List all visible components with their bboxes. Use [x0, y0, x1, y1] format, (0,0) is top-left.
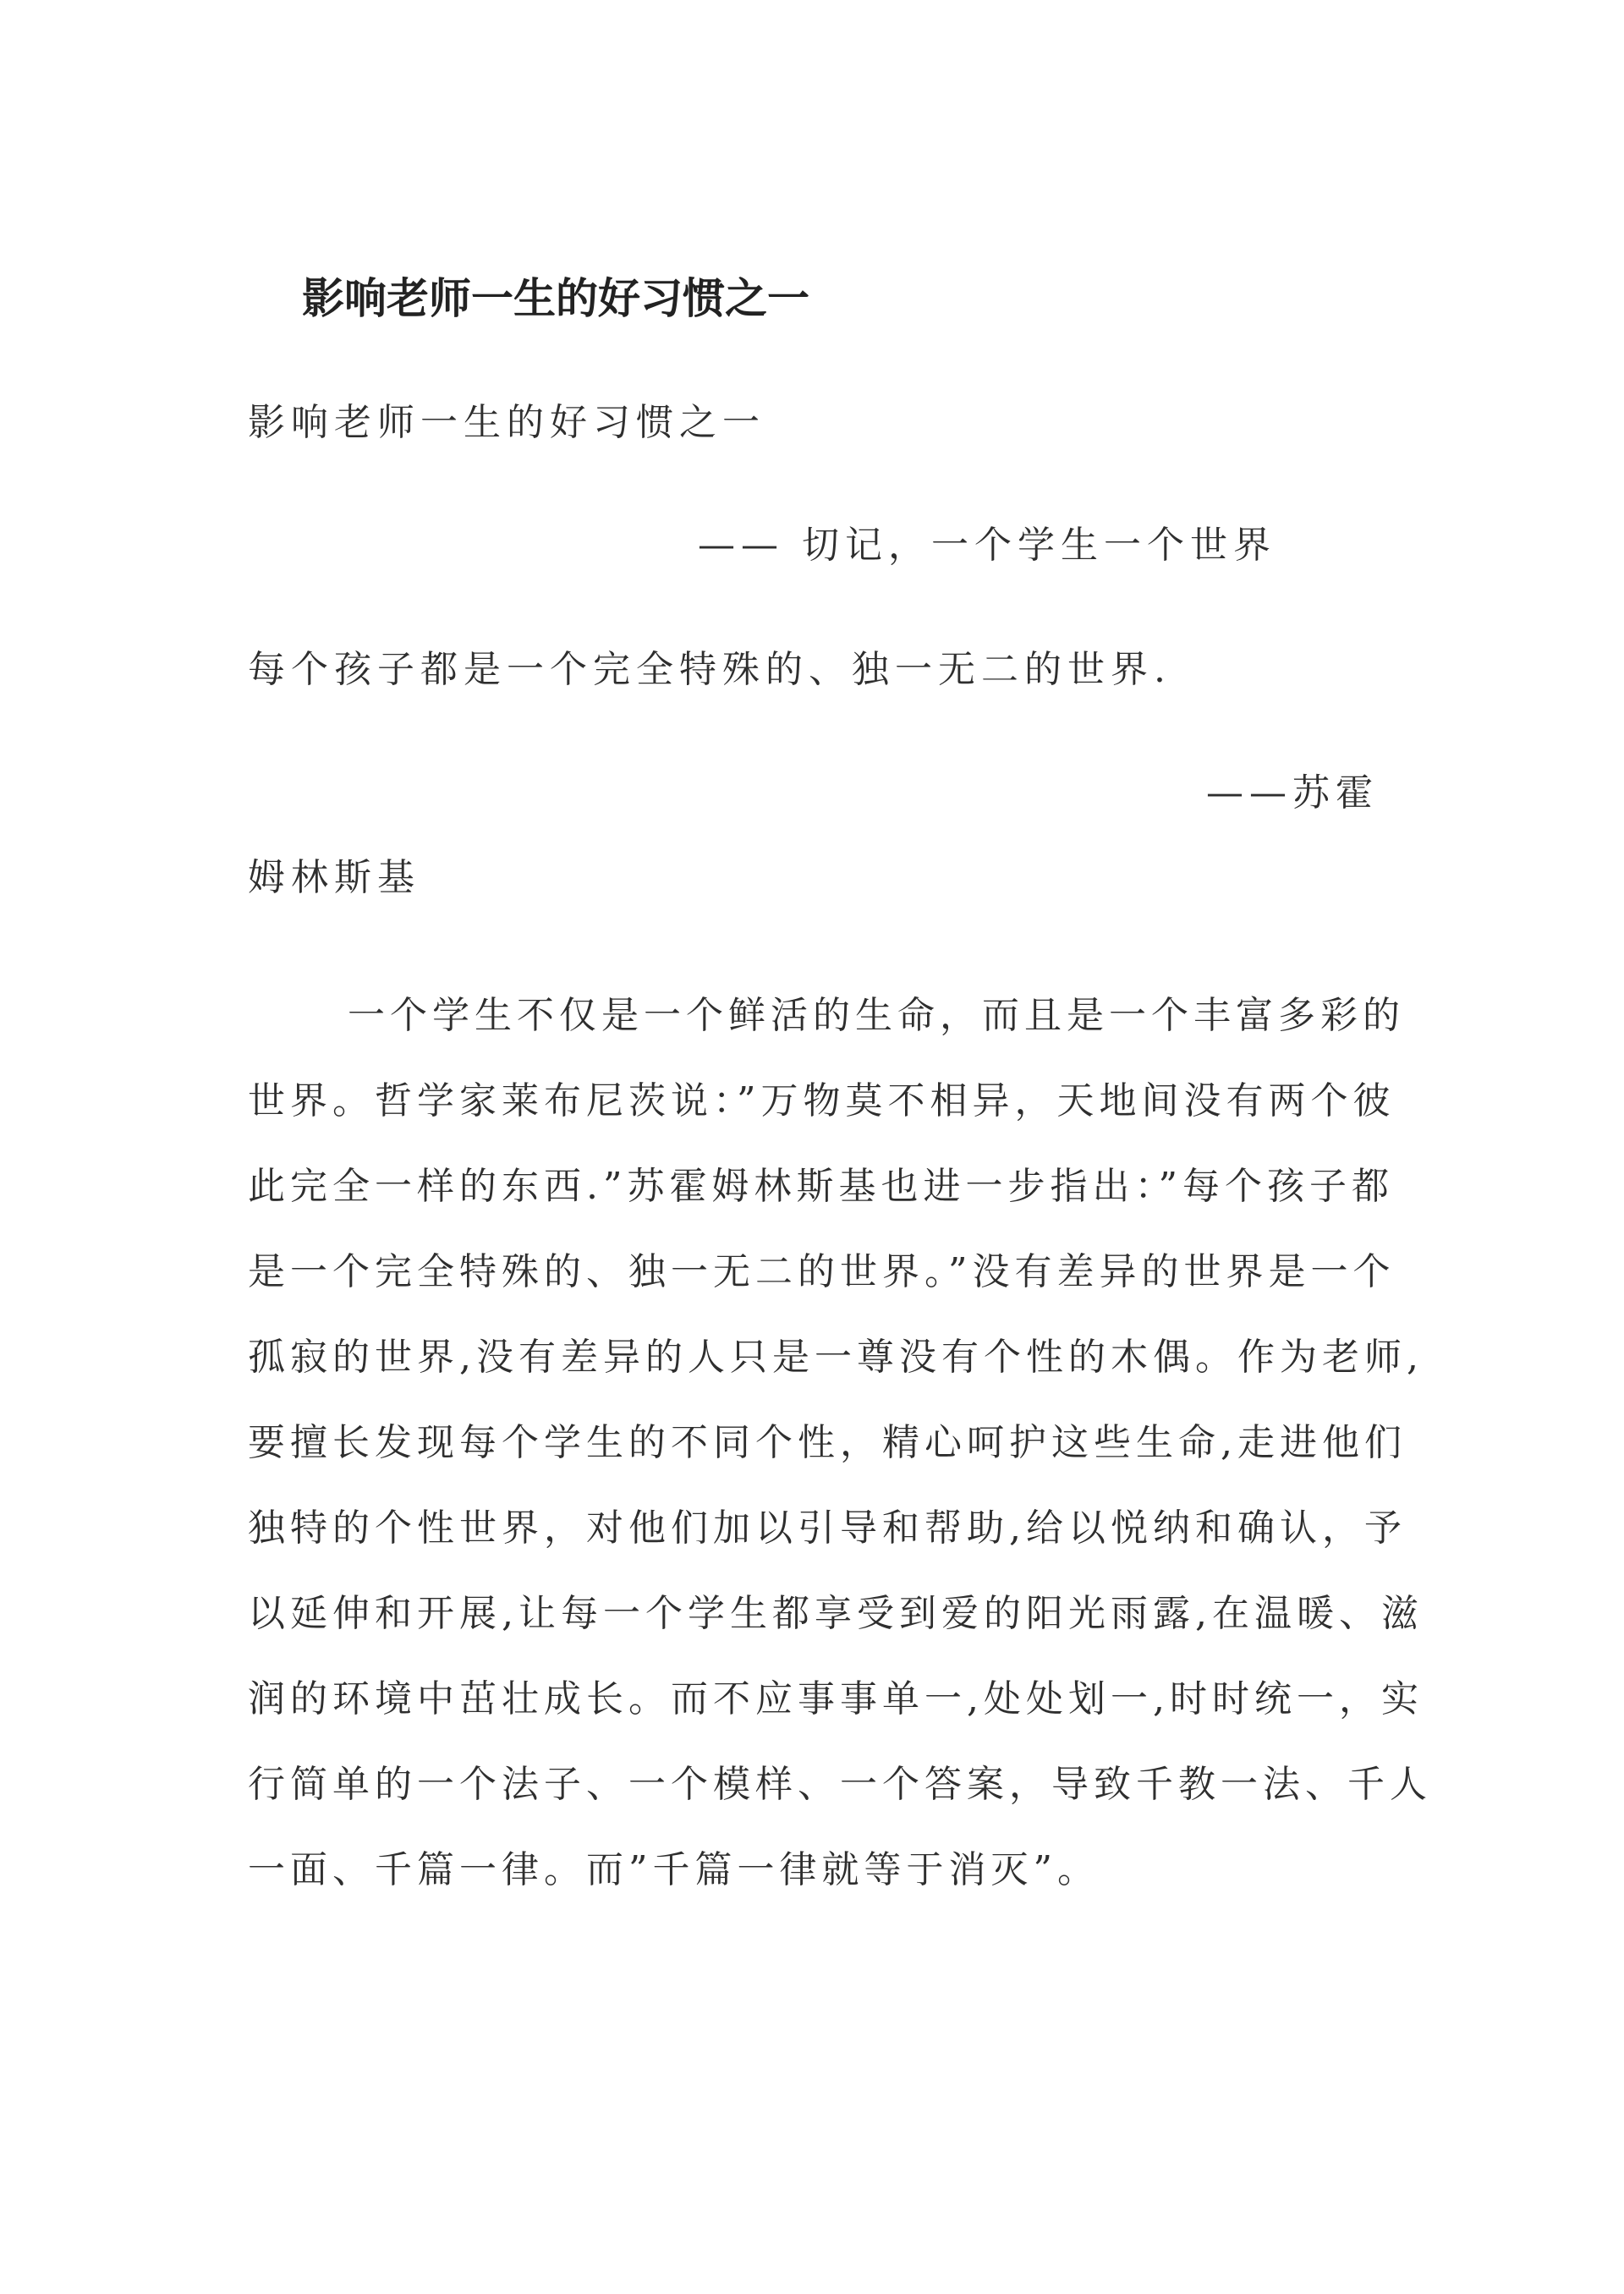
body-paragraph [248, 973, 1432, 1913]
body-line: 世界。哲学家莱布尼茨说：”万物莫不相异，天地间没有两个彼 [248, 1079, 1396, 1122]
body-line: 独特的个性世界，对他们加以引导和帮助,给以悦纳和确认，予 [248, 1506, 1407, 1550]
document-heading: 影响老师一生的好习惯之一 [302, 274, 809, 323]
body-line: 行简单的一个法子、一个模样、一个答案，导致千教一法、千人 [248, 1763, 1432, 1806]
epigraph-attribution-continued: 姆林斯基 [248, 856, 420, 899]
epigraph-attribution: ——苏霍 [1206, 771, 1379, 815]
epigraph-subtitle: —— 切记，一个学生一个世界 [698, 524, 1276, 567]
body-line: 是一个完全特殊的、独一无二的世界。”没有差异的世界是一个 [248, 1250, 1396, 1293]
body-line: 润的环境中茁壮成长。而不应事事单一,处处划一,时时统一，实 [248, 1677, 1424, 1720]
body-line: 一个学生不仅是一个鲜活的生命，而且是一个丰富多彩的 [348, 994, 1405, 1037]
document-subtitle: 影响老师一生的好习惯之一 [248, 401, 765, 444]
epigraph-quote: 每个孩子都是一个完全特殊的、独一无二的世界. [248, 648, 1171, 691]
body-line: 此完全一样的东西.”苏霍姆林斯基也进一步指出：”每个孩子都 [248, 1165, 1394, 1208]
body-line: 以延伸和开展,让每一个学生都享受到爱的阳光雨露,在温暖、滋 [248, 1592, 1424, 1635]
body-line: 孤寂的世界,没有差异的人只是一尊没有个性的木偶。作为老师, [248, 1336, 1424, 1379]
body-line: 一面、千篇一律。而”千篇一律就等于消灭”。 [248, 1848, 1100, 1891]
body-line: 要擅长发现每个学生的不同个性，精心呵护这些生命,走进他们 [248, 1421, 1407, 1464]
